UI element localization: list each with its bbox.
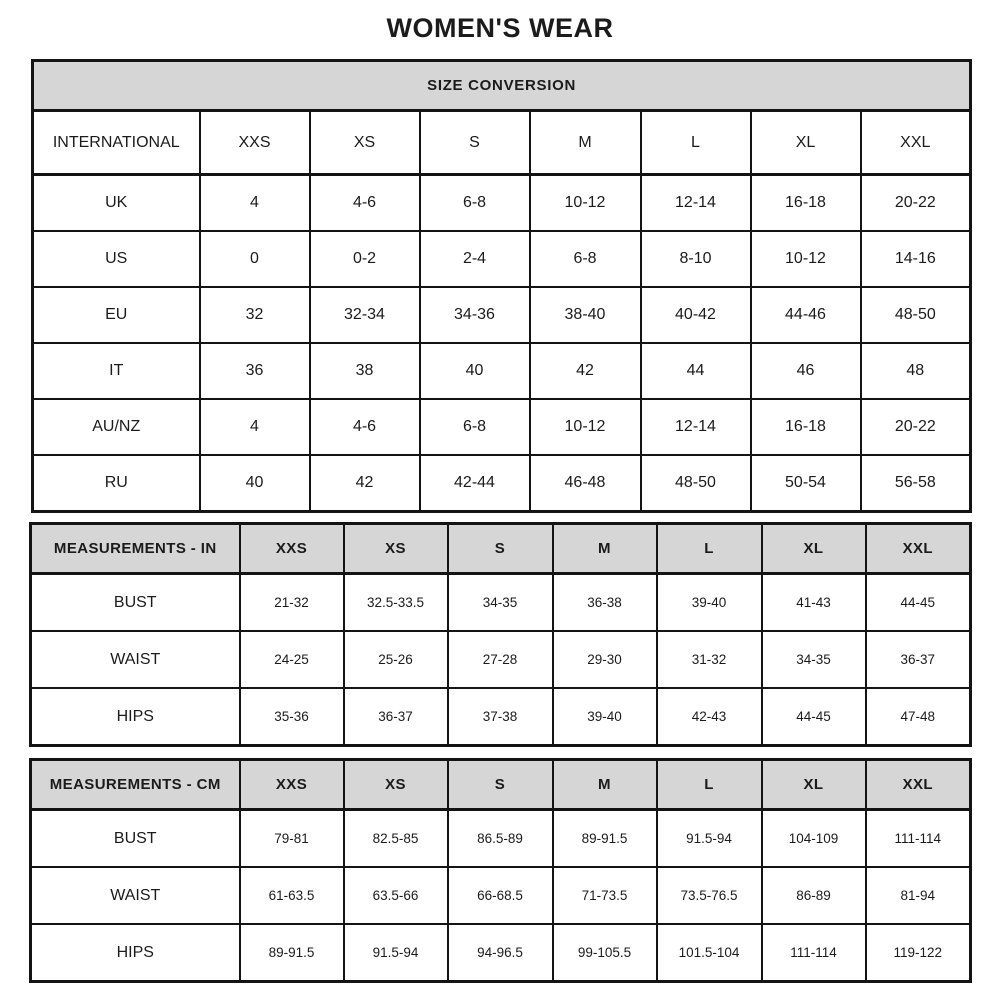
measurement-value-cell: 44-45 bbox=[762, 688, 866, 746]
size-value-cell: 8-10 bbox=[641, 231, 751, 287]
size-value-cell: 50-54 bbox=[751, 455, 861, 512]
column-header: XL bbox=[751, 111, 861, 175]
measurement-value-cell: 39-40 bbox=[657, 574, 762, 632]
size-value-cell: 4-6 bbox=[310, 175, 420, 232]
measurement-value-cell: 91.5-94 bbox=[344, 924, 448, 982]
size-value-cell: 42 bbox=[310, 455, 420, 512]
size-value-cell: 2-4 bbox=[420, 231, 530, 287]
column-header: S bbox=[448, 760, 553, 810]
table-row bbox=[33, 287, 971, 343]
column-header: XS bbox=[344, 524, 448, 574]
column-header: XS bbox=[310, 111, 420, 175]
row-label: IT bbox=[33, 343, 200, 399]
row-label: US bbox=[33, 231, 200, 287]
measurements-cm-table bbox=[29, 758, 972, 983]
row-label: RU bbox=[33, 455, 200, 512]
size-value-cell: 44-46 bbox=[751, 287, 861, 343]
table-row bbox=[31, 867, 971, 924]
size-value-cell: 10-12 bbox=[530, 399, 641, 455]
size-value-cell: 6-8 bbox=[530, 231, 641, 287]
measurement-value-cell: 32.5-33.5 bbox=[344, 574, 448, 632]
measurement-value-cell: 36-38 bbox=[553, 574, 657, 632]
size-value-cell: 48 bbox=[861, 343, 971, 399]
column-header-row bbox=[31, 760, 971, 810]
size-conversion-banner: SIZE CONVERSION bbox=[33, 61, 971, 111]
measurement-value-cell: 37-38 bbox=[448, 688, 553, 746]
column-header: S bbox=[420, 111, 530, 175]
measurement-value-cell: 89-91.5 bbox=[240, 924, 344, 982]
table-row bbox=[33, 455, 971, 512]
size-value-cell: 48-50 bbox=[861, 287, 971, 343]
size-value-cell: 40 bbox=[200, 455, 310, 512]
column-header: INTERNATIONAL bbox=[33, 111, 200, 175]
size-value-cell: 0-2 bbox=[310, 231, 420, 287]
table-row bbox=[33, 231, 971, 287]
column-header: MEASUREMENTS - CM bbox=[31, 760, 240, 810]
column-header: XS bbox=[344, 760, 448, 810]
size-value-cell: 38-40 bbox=[530, 287, 641, 343]
size-value-cell: 12-14 bbox=[641, 399, 751, 455]
measurement-value-cell: 35-36 bbox=[240, 688, 344, 746]
row-label: HIPS bbox=[31, 688, 240, 746]
measurement-value-cell: 111-114 bbox=[762, 924, 866, 982]
row-label: BUST bbox=[31, 810, 240, 868]
size-value-cell: 16-18 bbox=[751, 399, 861, 455]
size-value-cell: 6-8 bbox=[420, 175, 530, 232]
measurements-in-table bbox=[29, 522, 972, 747]
size-value-cell: 42-44 bbox=[420, 455, 530, 512]
measurement-value-cell: 41-43 bbox=[762, 574, 866, 632]
size-value-cell: 48-50 bbox=[641, 455, 751, 512]
row-label: UK bbox=[33, 175, 200, 232]
column-header: XXS bbox=[200, 111, 310, 175]
size-value-cell: 40-42 bbox=[641, 287, 751, 343]
measurement-value-cell: 82.5-85 bbox=[344, 810, 448, 868]
measurement-value-cell: 104-109 bbox=[762, 810, 866, 868]
table-row bbox=[33, 343, 971, 399]
measurement-value-cell: 63.5-66 bbox=[344, 867, 448, 924]
size-value-cell: 56-58 bbox=[861, 455, 971, 512]
size-value-cell: 32 bbox=[200, 287, 310, 343]
size-value-cell: 0 bbox=[200, 231, 310, 287]
row-label: BUST bbox=[31, 574, 240, 632]
size-value-cell: 44 bbox=[641, 343, 751, 399]
size-conversion-table bbox=[31, 59, 972, 513]
table-row bbox=[31, 924, 971, 982]
measurement-value-cell: 27-28 bbox=[448, 631, 553, 688]
column-header: XXS bbox=[240, 760, 344, 810]
row-label: WAIST bbox=[31, 867, 240, 924]
size-value-cell: 14-16 bbox=[861, 231, 971, 287]
row-label: HIPS bbox=[31, 924, 240, 982]
size-value-cell: 10-12 bbox=[530, 175, 641, 232]
size-value-cell: 40 bbox=[420, 343, 530, 399]
column-header: S bbox=[448, 524, 553, 574]
column-header: XXL bbox=[866, 760, 971, 810]
measurement-value-cell: 89-91.5 bbox=[553, 810, 657, 868]
table-row bbox=[31, 574, 971, 632]
measurement-value-cell: 101.5-104 bbox=[657, 924, 762, 982]
measurement-value-cell: 119-122 bbox=[866, 924, 971, 982]
measurement-value-cell: 42-43 bbox=[657, 688, 762, 746]
size-value-cell: 38 bbox=[310, 343, 420, 399]
measurement-value-cell: 25-26 bbox=[344, 631, 448, 688]
size-value-cell: 6-8 bbox=[420, 399, 530, 455]
column-header-row bbox=[31, 524, 971, 574]
table-row bbox=[31, 631, 971, 688]
measurement-value-cell: 34-35 bbox=[448, 574, 553, 632]
size-value-cell: 32-34 bbox=[310, 287, 420, 343]
column-header: XL bbox=[762, 524, 866, 574]
measurement-value-cell: 47-48 bbox=[866, 688, 971, 746]
measurement-value-cell: 29-30 bbox=[553, 631, 657, 688]
size-value-cell: 4-6 bbox=[310, 399, 420, 455]
row-label: WAIST bbox=[31, 631, 240, 688]
measurement-value-cell: 34-35 bbox=[762, 631, 866, 688]
measurement-value-cell: 81-94 bbox=[866, 867, 971, 924]
measurement-value-cell: 24-25 bbox=[240, 631, 344, 688]
page-title: WOMEN'S WEAR bbox=[386, 13, 614, 43]
column-header: XXL bbox=[866, 524, 971, 574]
column-header: L bbox=[641, 111, 751, 175]
measurement-value-cell: 61-63.5 bbox=[240, 867, 344, 924]
column-header: XL bbox=[762, 760, 866, 810]
size-value-cell: 10-12 bbox=[751, 231, 861, 287]
size-value-cell: 34-36 bbox=[420, 287, 530, 343]
size-value-cell: 20-22 bbox=[861, 175, 971, 232]
column-header: M bbox=[553, 524, 657, 574]
size-value-cell: 4 bbox=[200, 175, 310, 232]
row-label: AU/NZ bbox=[33, 399, 200, 455]
column-header: XXS bbox=[240, 524, 344, 574]
size-value-cell: 36 bbox=[200, 343, 310, 399]
measurement-value-cell: 86-89 bbox=[762, 867, 866, 924]
column-header: L bbox=[657, 760, 762, 810]
measurement-value-cell: 79-81 bbox=[240, 810, 344, 868]
column-header: XXL bbox=[861, 111, 971, 175]
column-header-row bbox=[33, 111, 971, 175]
measurement-value-cell: 44-45 bbox=[866, 574, 971, 632]
size-value-cell: 46-48 bbox=[530, 455, 641, 512]
measurement-value-cell: 21-32 bbox=[240, 574, 344, 632]
table-row bbox=[33, 399, 971, 455]
column-header: L bbox=[657, 524, 762, 574]
size-value-cell: 42 bbox=[530, 343, 641, 399]
size-value-cell: 12-14 bbox=[641, 175, 751, 232]
measurement-value-cell: 111-114 bbox=[866, 810, 971, 868]
table-row bbox=[33, 175, 971, 232]
measurement-value-cell: 86.5-89 bbox=[448, 810, 553, 868]
measurement-value-cell: 66-68.5 bbox=[448, 867, 553, 924]
column-header: M bbox=[553, 760, 657, 810]
measurement-value-cell: 36-37 bbox=[344, 688, 448, 746]
size-value-cell: 20-22 bbox=[861, 399, 971, 455]
size-value-cell: 46 bbox=[751, 343, 861, 399]
column-header: MEASUREMENTS - IN bbox=[31, 524, 240, 574]
measurement-value-cell: 94-96.5 bbox=[448, 924, 553, 982]
measurement-value-cell: 91.5-94 bbox=[657, 810, 762, 868]
measurement-value-cell: 36-37 bbox=[866, 631, 971, 688]
measurement-value-cell: 39-40 bbox=[553, 688, 657, 746]
table-row bbox=[31, 688, 971, 746]
measurement-value-cell: 73.5-76.5 bbox=[657, 867, 762, 924]
size-value-cell: 16-18 bbox=[751, 175, 861, 232]
measurement-value-cell: 71-73.5 bbox=[553, 867, 657, 924]
column-header: M bbox=[530, 111, 641, 175]
measurement-value-cell: 99-105.5 bbox=[553, 924, 657, 982]
size-value-cell: 4 bbox=[200, 399, 310, 455]
row-label: EU bbox=[33, 287, 200, 343]
table-row bbox=[31, 810, 971, 868]
measurement-value-cell: 31-32 bbox=[657, 631, 762, 688]
table-banner-row bbox=[33, 61, 971, 111]
